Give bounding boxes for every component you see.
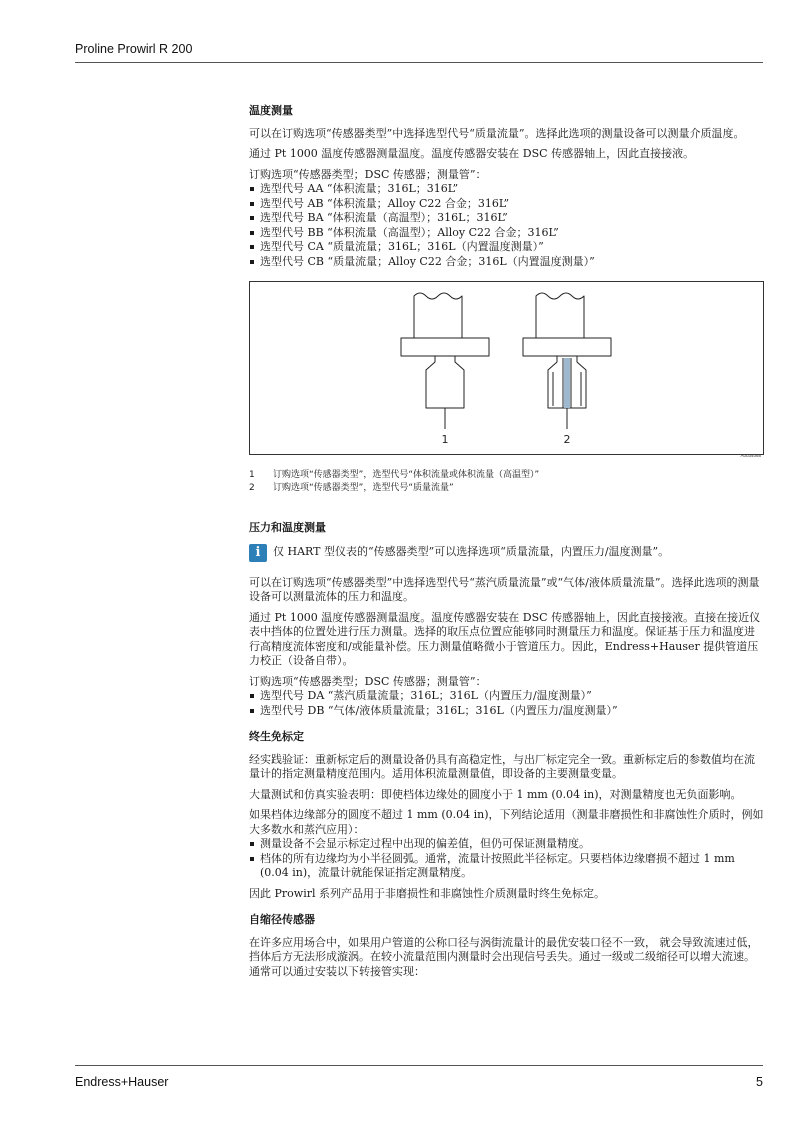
info-icon [249, 544, 267, 562]
figure-legend [249, 469, 764, 495]
list-item: 选型代号 DB “气体/液体质量流量；316L；316L（内置压力/温度测量）” [249, 704, 764, 719]
lifetime-list [249, 837, 764, 881]
figure-callout-1: 1 [441, 433, 449, 446]
sensor-2-housing [536, 293, 584, 338]
legend-item [249, 482, 764, 495]
lifetime-paragraph-1: 经实践验证：重新标定后的测量设备仍具有高稳定性，与出厂标定完全一致。重新标定后的参数值均在流量计的指定测量精度范围内。适用体积流量测量值，即设备的主要测量变量。 [249, 752, 755, 780]
section-heading-lifetime: 终生免标定 [249, 730, 304, 743]
header-divider [75, 62, 763, 63]
footer-divider [75, 1065, 763, 1066]
legend-text: 订购选项“传感器类型”，选型代号“体积流量或体积流量（高温型）” [273, 470, 540, 480]
legend-number: 1 [249, 470, 255, 480]
temperature-paragraph-2: 通过 Pt 1000 温度传感器测量温度。温度传感器安装在 DSC 传感器轴上，因此直接接液。 [249, 147, 695, 160]
list-item: 选型代号 AB “体积流量；Alloy C22 合金；316L” [249, 197, 764, 212]
footer-brand: Endress+Hauser [75, 1075, 169, 1089]
list-item: 选型代号 CA “质量流量；316L；316L（内置温度测量）” [249, 240, 764, 255]
section-heading-reducer: 自缩径传感器 [249, 913, 315, 926]
sensor-figure [249, 281, 764, 458]
list-item: 选型代号 CB “质量流量；Alloy C22 合金；316L（内置温度测量）” [249, 255, 764, 270]
main-content [249, 104, 764, 985]
figure-callout-2: 2 [563, 433, 571, 446]
list-item: 测量设备不会显示标定过程中出现的偏差值，但仍可保证测量精度。 [249, 837, 764, 852]
temperature-sensor-element [564, 358, 570, 408]
temperature-list-intro: 订购选项“传感器类型；DSC 传感器；测量管”： [249, 167, 487, 181]
lifetime-paragraph-2: 大量测试和仿真实验表明：即使档体边缘处的圆度小于 1 mm (0.04 in)，对测量精度也无负面影响。 [249, 787, 742, 801]
list-item: 选型代号 AA “体积流量；316L；316L” [249, 182, 764, 197]
pressure-list-intro: 订购选项“传感器类型；DSC 传感器；测量管”： [249, 674, 487, 688]
list-item: 选型代号 BA “体积流量（高温型）；316L；316L” [249, 211, 764, 226]
sensor-1-housing [414, 293, 462, 338]
lifetime-paragraph-4: 因此 Prowirl 系列产品用于非磨损性和非腐蚀性介质测量时终生免标定。 [249, 886, 605, 900]
sensor-1-flange [401, 338, 489, 356]
reducer-paragraph-1: 在许多应用场合中，如果用户管道的公称口径与涡街流量计的最优安装口径不一致， 就会导致流速过低，挡体后方无法形成漩涡。在较小流量范围内测量时会出现信号丢失。通过一级或二级缩径可以增大流速。通常可以通过安装以下转接管实现： [249, 935, 759, 978]
pressure-option-list [249, 689, 764, 718]
section-heading-temperature: 温度测量 [249, 104, 293, 117]
list-item: 选型代号 DA “蒸汽质量流量；316L；316L（内置压力/温度测量）” [249, 689, 764, 704]
sensor-1-probe [426, 356, 464, 408]
sensor-2-flange [523, 338, 611, 356]
pressure-paragraph-2: 通过 Pt 1000 温度传感器测量温度。温度传感器安装在 DSC 传感器轴上，因此直接接液。直接在接近仪表中挡体的位置处进行压力测量。选择的取压点位置应能够同时测量压力和温度。保证基于压力和温度进行高精度流体密度和/或能量补偿。压力测量值略微小于管道压力。因此，Endress+Hauser 提供管道压力校正（设备自带）。 [249, 610, 761, 667]
list-item: 档体的所有边缘均为小半径圆弧。通常，流量计按照此半径标定。只要档体边缘磨损不超过 1 mm (0.04 in)，流量计就能保证指定测量精度。 [249, 852, 764, 881]
sensor-drawing [250, 282, 763, 454]
header-title: Proline Prowirl R 200 [75, 42, 193, 56]
info-note [249, 544, 764, 562]
legend-item [249, 469, 764, 482]
list-item: 选型代号 BB “体积流量（高温型）；Alloy C22 合金；316L” [249, 226, 764, 241]
lifetime-paragraph-3: 如果档体边缘部分的圆度不超过 1 mm (0.04 in)，下列结论适用（测量非磨损性和非腐蚀性介质时，例如大多数水和蒸汽应用）： [249, 808, 764, 836]
section-heading-pressure: 压力和温度测量 [249, 521, 326, 534]
info-note-text: 仅 HART 型仪表的“传感器类型”可以选择选项“质量流量，内置压力/温度测量”。 [273, 545, 670, 559]
legend-number: 2 [249, 483, 255, 493]
legend-text: 订购选项“传感器类型”，选型代号“质量流量” [273, 483, 454, 493]
page-number: 5 [756, 1075, 763, 1089]
pressure-paragraph-1: 可以在订购选项“传感器类型”中选择选型代号“蒸汽质量流量”或“气体/液体质量流量”。选择此选项的测量设备可以测量流体的压力和温度。 [249, 575, 760, 603]
temperature-option-list [249, 182, 764, 269]
temperature-paragraph-1: 可以在订购选项“传感器类型”中选择选型代号“质量流量”。选择此选项的测量设备可以测量介质温度。 [249, 126, 745, 140]
figure-id: A0034068 [740, 452, 761, 458]
